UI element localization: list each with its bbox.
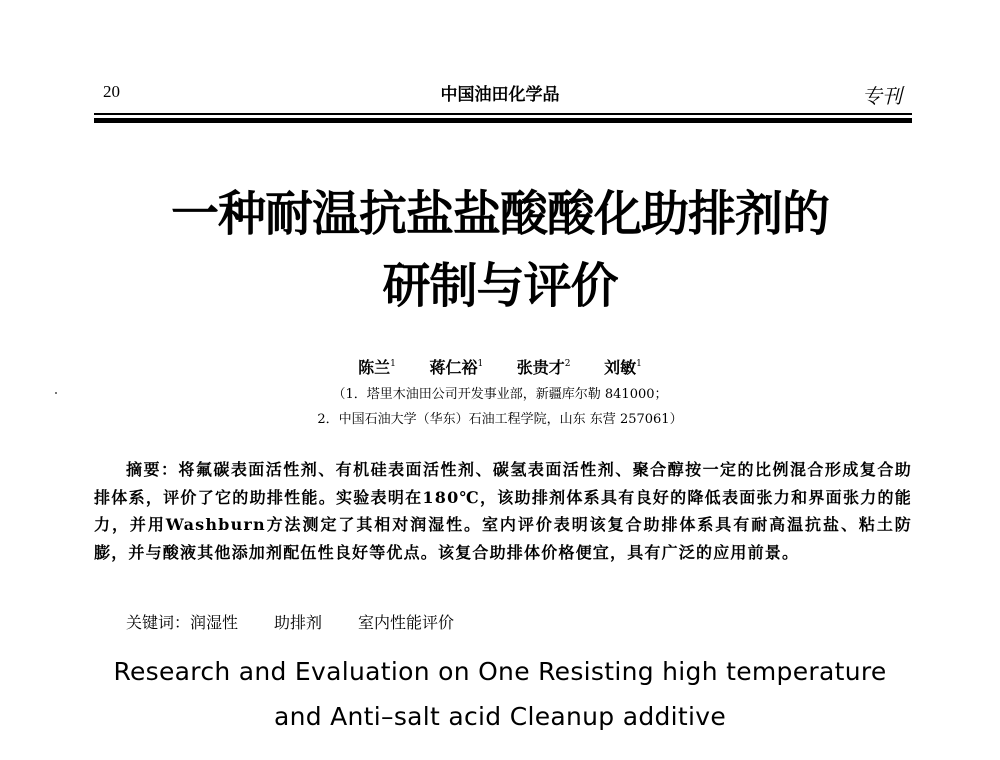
affiliation-marker: 1 [477,359,484,369]
abstract: 摘要：将氟碳表面活性剂、有机硅表面活性剂、碳氢表面活性剂、聚合醇按一定的比例混合形成复合助排体系，评价了它的助排性能。实验表明在180℃，该助排剂体系具有良好的降低表面张力和界面张力的能力，并用Washburn方法测定了其相对润湿性。室内评价表明该复合助排体系具有耐高温抗盐、粘土防膨，并与酸液其他添加剂配伍性良好等优点。该复合助排体价格便宜，具有广泛的应用前景。 [94,460,912,562]
author-name: 张贵才 [516,358,565,377]
affiliation-marker: 1 [636,359,642,369]
paper-title-line-1: 一种耐温抗盐盐酸酸化助排剂的 [170,186,829,242]
keywords [126,610,490,633]
english-title-line-2: and Anti–salt acid Cleanup additive [273,702,727,731]
english-title-line-1: Research and Evaluation on One Resisting high temperature [113,657,887,686]
affiliation-marker: 2 [564,359,571,369]
author [604,358,642,377]
page-number: 20 [103,82,120,101]
author [517,358,571,377]
header-rule-thick [94,118,912,123]
affiliation-line-1: （1．塔里木油田公司开发事业部，新疆库尔勒 841000； [332,387,668,402]
keywords-label: 关键词： [126,613,191,632]
author-name: 陈兰 [358,358,391,377]
journal-name: 中国油田化学品 [440,85,560,105]
keyword: 润湿性 [190,613,239,632]
author-name: 刘敏 [604,358,637,377]
affiliation-marker: 1 [390,359,396,369]
header-rule-thin [94,113,912,115]
keyword: 室内性能评价 [358,613,455,632]
affiliation-line-2: 2．中国石油大学（华东）石油工程学院，山东 东营 257061） [317,412,683,427]
paper-title-line-2: 研制与评价 [382,258,618,314]
keyword: 助排剂 [274,613,323,632]
author [429,358,483,377]
issue-label: 专刊 [862,84,902,108]
author-list [0,355,1000,378]
author-name: 蒋仁裕 [429,358,478,377]
author [358,358,396,377]
